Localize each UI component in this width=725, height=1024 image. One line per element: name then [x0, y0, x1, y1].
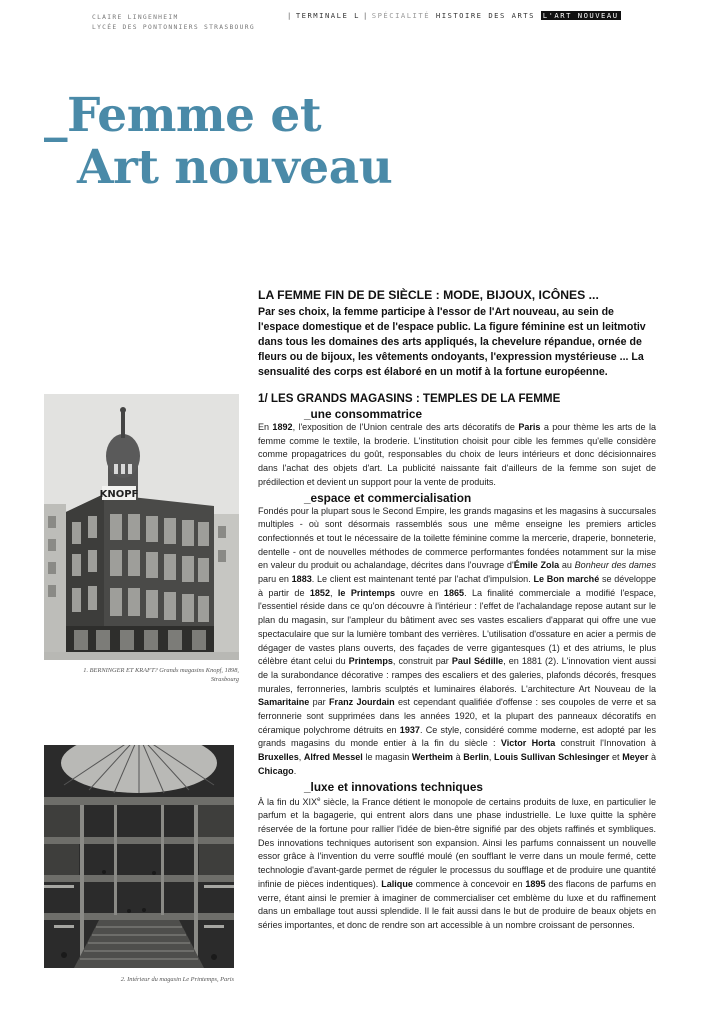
header-topic: L'ART NOUVEAU	[542, 11, 619, 20]
printemps-interior-photo	[44, 745, 234, 968]
section-title: LA FEMME FIN DE DE SIÈCLE : MODE, BIJOUX, ICÔNES ...	[258, 288, 599, 302]
header-school: LYCÉE DES PONTONNIERS STRASBOURG	[92, 24, 255, 31]
section-intro: Par ses choix, la femme participe à l'essor de l'Art nouveau, au sein de l'espace domestique et de l'espace public. La figure féminine est un leitmotiv dans tous les domaines des arts appliqués, la chevelure répandue, ornée de fleurs ou de bijoux, les vêtements ondoyants, l'expression mystérieuse ... La sensualité des corps est élaboré en un motif à la fortune européenne.	[258, 306, 646, 378]
page-title-line2: Art nouveau	[77, 140, 393, 195]
subsection-title-espace: _espace et commercialisation	[304, 490, 472, 505]
image1-caption	[44, 666, 239, 684]
knopf-store-photo	[44, 394, 239, 660]
page-title-line1: _Femme et	[44, 88, 322, 143]
header-breadcrumb	[284, 11, 621, 20]
image2-caption: 2. Intérieur du magasin Le Printemps, Paris	[120, 976, 234, 983]
paragraph-luxe: À la fin du XIXe siècle, la France détient le monopole de certains produits de luxe, en particulier le parfum et la bagagerie, qui entrent alors dans une phase industrielle. Le luxe quitte la sphère réservée de la fortune pour rallier l'idée de bien-être signifié par des objets raffinés et symbliques. Des innovations techniques autorisent son expansion. Ainsi les parfums connaissent un nouvelle essor grâce à l'invention du verre soufflé moulé (en soufflant le verre dans un moule fermé, cette technologie d'avant-garde permet de réguler le processus du soufflage et de produire une quantité infinie de pièces indentiques). Lalique commence à concevoir en 1895 des flacons de parfums en verre, étant ainsi le premier à imaginer de commercialiser cet emblème du luxe et du raffinement dans un emballage tout aussi splendide. Il le fait aussi dans le but de produire de beaux objets en séries importantes, et donc de rendre son art accessible à un nombre croissant de personnes.	[258, 796, 656, 930]
article-content	[258, 288, 656, 933]
image1-caption-line2: Strasbourg	[210, 676, 239, 683]
header-class: TERMINALE L	[295, 11, 360, 20]
part1-title: 1/ LES GRANDS MAGASINS : TEMPLES DE LA FEMME	[258, 392, 561, 405]
paragraph-espace: Fondés pour la plupart sous le Second Empire, les grands magasins et les magasins à succursales multiples - où sont désormais rassemblés sous une même enseigne les premiers articles confectionnés et tout le nécessaire de la toilette féminine comme la mercerie, draperie, bonneterie, dentelle - ont de nouvelles méthodes de commerce performantes fondées notamment sur la mise en valeur du produit ou achalandage, décrites dans l'ouvrage d'Émile Zola au Bonheur des dames paru en 1883. Le client est maintenant tenté par l'achat d'impulsion. Le Bon marché se développe à partir de 1852, le Printemps ouvre en 1865. La finalité commerciale a modifié l'espace, l'essentiel réside dans ce qu'on découvre à l'intérieur : l'effet de l'achalandage repose autant sur le plan du magasin, sur l'ampleur du bâtiment avec ses vastes escaliers d'apparat qui offre une vue spectaculaire que sur la lumière tombant des verrières. L'utilisation d'ossature en acier a permis de dégager de vastes plans ouverts, des façades de verre gigantesques (1) et des atriums, le plus célèbre étant celui du Printemps, construit par Paul Sédille, en 1881 (2). L'innovation vient aussi de la surabondance décorative : rampes des escaliers et des galeries, plafonds décorés, fresques murales, ferronneries, lambris sculptés et luminaires élaborés. L'architecture Art Nouveau de la Samaritaine par Franz Jourdain est cependant qualifiée d'offense : ses coupoles de verre et sa ferronnerie sont supprimées dans les années 1920, et la plupart des panneaux décoratifs en céramique polychrome détruits en 1937. Ce style, considéré comme moderne, est adopté par les grands magasins du monde entier à la fin du siècle : Victor Horta construit l'Innovation à Bruxelles, Alfred Messel le magasin Wertheim à Berlin, Louis Sullivan Schlesinger et Meyer à Chicago.	[258, 505, 657, 776]
header-author: CLAIRE LINGENHEIM	[92, 14, 179, 21]
header-specialty: SPÉCIALITÉ	[371, 11, 431, 20]
breadcrumb-separator: |	[362, 11, 369, 20]
image1-caption-line1: 1. BERNINGER ET KRAFT? Grands magasins Knopf, 1898,	[83, 667, 239, 674]
printemps-interior-illustration	[44, 745, 234, 968]
knopf-sign-text: KNOPF	[99, 489, 139, 500]
paragraph-consommatrice: En 1892, l'exposition de l'Union centrale des arts décoratifs de Paris a pour thème les arts de la femme comme le textile, la broderie. L'institution choisit pour cible les femmes qu'elle considère comme propagatrices du goût, responsables du choix de leurs intérieurs et donc décisionnaires dans l'achat des objets d'art. La publicité naissante fait d'ailleurs de la femme son sujet de prédilection et devient un support pour la vente de produits.	[258, 422, 656, 487]
header-subject: HISTOIRE DES ARTS	[435, 11, 535, 20]
subsection-title-luxe: _luxe et innovations techniques	[304, 779, 483, 794]
page-title	[44, 90, 392, 194]
subsection-title-consommatrice: _une consommatrice	[304, 407, 423, 421]
knopf-store-illustration	[44, 394, 239, 660]
breadcrumb-separator: |	[287, 11, 293, 20]
header-author-block	[92, 13, 255, 33]
